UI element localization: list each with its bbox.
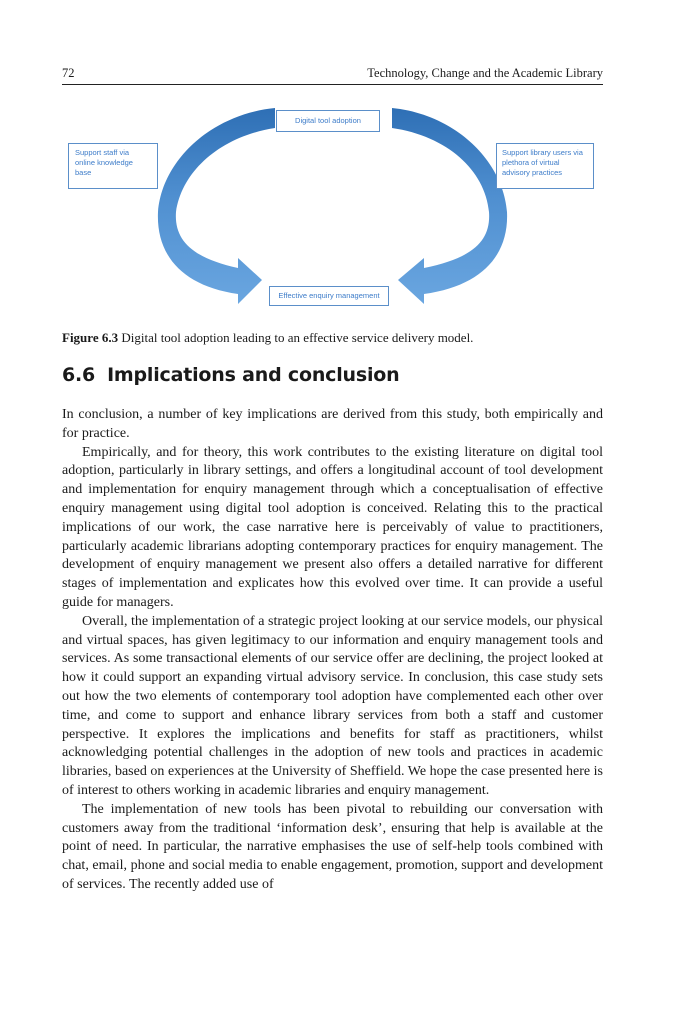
figure-caption-text: Digital tool adoption leading to an effective service delivery model.	[121, 330, 474, 345]
box-support-staff: Support staff via online knowledge base	[68, 143, 158, 189]
figure-diagram	[62, 100, 603, 320]
right-curved-arrow	[392, 108, 507, 304]
section-heading	[62, 364, 603, 386]
section-number: 6.6	[62, 364, 96, 386]
paragraph: Overall, the implementation of a strategic project looking at our service models, our physical and virtual spaces, has given legitimacy to our information and enquiry management tools and services. As some transactional elements of our service offer are declining, the project looked at how it could support an expanding virtual advisory service. In conclusion, this case study sets out how the two elements of contemporary tool adoption have complemented each other over time, and come to support and enhance library services from both a staff and customer perspective. It explores the implications and benefits for staff as practitioners, whilst acknowledging potential challenges in the adoption of new tools and practices in academic libraries, based on experiences at the University of Sheffield. We hope the case presented here is of interest to others working in academic libraries and enquiry management.	[62, 613, 603, 798]
figure-label: Figure 6.3	[62, 330, 119, 345]
box-support-users: Support library users via plethora of virtual advisory practices	[496, 143, 594, 189]
left-curved-arrow	[158, 108, 275, 304]
box-effective-enquiry: Effective enquiry management	[269, 286, 389, 306]
figure-caption	[62, 330, 603, 346]
paragraph: The implementation of new tools has been pivotal to rebuilding our conversation with customers away from the traditional ‘information desk’, ensuring that help is available at the point of need. In particular, the narrative emphasises the use of self-help tools combined with chat, email, phone and social media to enable engagement, promotion, support and development of services. The recently added use of	[62, 801, 603, 892]
body-text	[62, 406, 603, 895]
section-title: Implications and conclusion	[107, 364, 400, 386]
paragraph: Empirically, and for theory, this work contributes to the existing literature on digital tool adoption, particularly in library settings, and offers a longitudinal account of tool development and implementation for enquiry management through which a conceptualisation of effective enquiry management using digital tool adoption is conceived. Relating this to the practical implications of our work, the case narrative here is perceivably of value to practitioners, particularly academic librarians adopting contemporary practices for enquiry management. The development of enquiry management we present also offers a detailed narrative for different stages of implementation and explicates how this evolved over time. It can provide a useful guide for managers.	[62, 444, 603, 610]
box-digital-tool-adoption: Digital tool adoption	[276, 110, 380, 132]
paragraph: In conclusion, a number of key implications are derived from this study, both empirically and for practice.	[62, 407, 603, 441]
page-number: 72	[62, 66, 75, 80]
running-header	[62, 64, 603, 85]
running-title: Technology, Change and the Academic Library	[367, 66, 603, 80]
